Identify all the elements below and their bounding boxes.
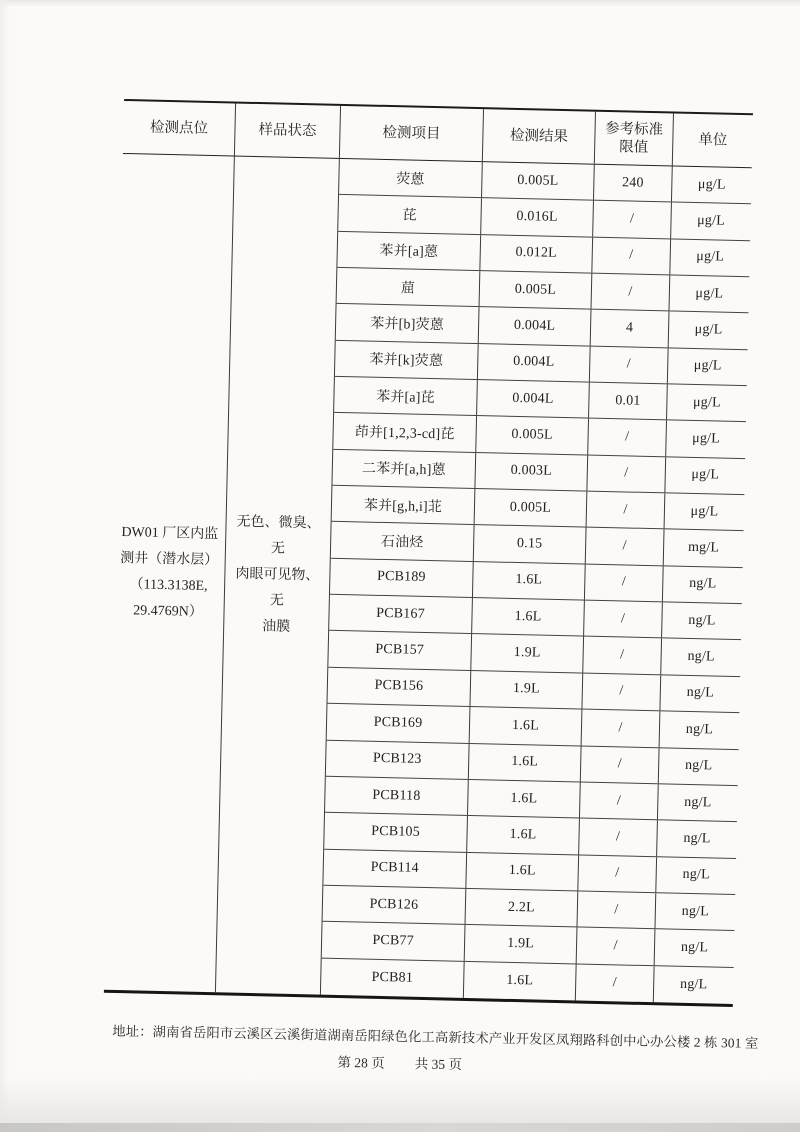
limit-cell: / [582, 710, 661, 747]
column-header-point: 检测点位 [123, 101, 236, 156]
column-header-status: 样品状态 [235, 104, 341, 158]
limit-cell: / [592, 274, 671, 311]
page-content [104, 99, 753, 1007]
unit-cell: ng/L [681, 903, 710, 920]
item-cell: PCB126 [323, 886, 467, 925]
limit-cell: / [588, 419, 667, 456]
unit-cell: ng/L [688, 612, 716, 629]
limit-cell: / [585, 564, 664, 601]
monitoring-point-cell: DW01 厂区内监 测井（潜水层） （113.3138E, 29.4769N） [104, 154, 235, 992]
result-cell: 0.005L [482, 162, 595, 200]
item-cell: 荧蒽 [339, 159, 483, 198]
item-cell: PCB118 [325, 777, 469, 816]
unit-cell: μg/L [696, 249, 725, 265]
result-cell: 0.005L [476, 416, 589, 454]
limit-cell: / [579, 819, 658, 856]
result-cell: 0.012L [480, 235, 593, 273]
result-cell: 1.6L [468, 780, 581, 818]
item-cell: 苯并[b]荧蒽 [336, 304, 480, 343]
item-cell: 二苯并[a,h]蒽 [332, 450, 476, 489]
unit-cell: ng/L [684, 794, 712, 810]
item-cell: 苯并[k]荧蒽 [335, 341, 479, 380]
result-cell: 0.004L [478, 344, 591, 382]
unit-cell: μg/L [692, 394, 721, 411]
limit-cell: / [587, 455, 666, 492]
limit-cell: 240 [594, 165, 673, 202]
limit-cell: / [580, 782, 659, 819]
limit-cell: / [577, 891, 656, 928]
limit-cell: 4 [591, 310, 670, 347]
item-cell: PCB114 [323, 849, 467, 888]
scan-bottom-edge-shade [0, 1123, 800, 1132]
item-cell: PCB81 [321, 958, 465, 998]
item-cell: PCB157 [328, 631, 472, 670]
result-cell: 1.6L [467, 816, 580, 854]
unit-cell: μg/L [690, 503, 719, 520]
unit-cell: ng/L [686, 685, 715, 701]
unit-cell: ng/L [683, 830, 711, 847]
limit-cell: / [582, 673, 661, 710]
result-cell: 1.6L [466, 852, 579, 890]
column-header-result: 检测结果 [483, 109, 596, 164]
limit-cell: 0.01 [589, 383, 668, 420]
result-cell: 1.9L [471, 634, 584, 672]
rows-wrap [321, 159, 752, 1004]
unit-cell: ng/L [679, 976, 708, 993]
unit-cell: μg/L [691, 467, 720, 483]
unit-cell: μg/L [697, 176, 726, 193]
item-cell: PCB77 [322, 922, 466, 961]
unit-cell: μg/L [696, 213, 726, 229]
sample-status-cell: 无色、微臭、无 肉眼可见物、无 油膜 [216, 157, 340, 995]
item-cell: 茚并[1,2,3-cd]芘 [333, 413, 477, 452]
column-header-limit: 参考标准限值 [595, 112, 674, 166]
unit-cell: ng/L [684, 758, 713, 774]
item-cell: 苯并[a]芘 [334, 377, 478, 416]
unit-cell: mg/L [687, 539, 720, 556]
unit-cell: μg/L [692, 431, 721, 447]
item-cell: PCB156 [328, 668, 472, 707]
result-cell: 1.9L [465, 925, 578, 963]
column-header-item: 检测项目 [340, 106, 484, 161]
result-cell: 0.005L [480, 271, 593, 309]
results-table [104, 99, 753, 1007]
item-cell: PCB189 [330, 559, 474, 598]
result-cell: 0.005L [475, 489, 588, 527]
result-cell: 1.6L [469, 743, 582, 781]
item-cell: PCB123 [326, 740, 470, 779]
item-cell: PCB169 [327, 704, 471, 743]
result-cell: 1.6L [470, 707, 583, 745]
result-cell: 0.004L [477, 380, 590, 418]
limit-cell: / [581, 746, 660, 783]
unit-cell: μg/L [695, 285, 724, 302]
unit-cell: ng/L [687, 649, 715, 665]
result-cell: 2.2L [466, 889, 579, 927]
unit-cell: ng/L [682, 867, 710, 883]
result-cell: 1.6L [464, 961, 577, 1000]
scan-left-edge-shade [0, 0, 10, 1132]
limit-cell: / [577, 928, 656, 965]
item-cell: 苯并[a]蒽 [337, 232, 481, 271]
limit-cell: / [590, 346, 669, 383]
limit-cell: / [576, 964, 655, 1002]
limit-cell: / [584, 601, 663, 638]
item-cell: 䓛 [337, 268, 481, 307]
scan-top-edge-shade [0, 0, 800, 6]
result-cell: 1.6L [473, 562, 586, 600]
unit-cell: μg/L [694, 322, 723, 338]
item-cell: 苯并[g,h,i]苝 [332, 486, 476, 525]
item-cell: PCB167 [329, 595, 473, 634]
result-cell: 0.016L [481, 198, 594, 236]
item-cell: 石油烃 [331, 522, 475, 561]
unit-cell: ng/L [689, 576, 717, 592]
page-total: 共 35 页 [414, 1056, 463, 1073]
scan-bottom-shade [0, 1077, 800, 1123]
column-header-unit: 单位 [698, 131, 728, 149]
unit-cell: ng/L [680, 939, 709, 956]
limit-cell: / [593, 201, 672, 238]
limit-cell: / [592, 237, 671, 274]
result-cell: 0.003L [475, 453, 588, 491]
result-cell: 1.6L [472, 598, 585, 636]
unit-cell: ng/L [685, 721, 714, 738]
table-body [104, 154, 752, 1004]
limit-cell: / [586, 528, 665, 565]
result-cell: 0.15 [474, 525, 587, 563]
result-cell: 1.9L [470, 671, 583, 709]
limit-cell: / [587, 492, 666, 529]
item-cell: PCB105 [324, 813, 468, 852]
item-cell: 芘 [338, 195, 482, 234]
page-current: 第 28 页 [337, 1054, 385, 1071]
limit-cell: / [583, 637, 662, 674]
result-cell: 0.004L [479, 307, 592, 345]
limit-cell: / [578, 855, 657, 892]
page-footer [0, 1018, 800, 1079]
unit-cell: μg/L [693, 358, 722, 374]
footer-address: 地址：湖南省岳阳市云溪区云溪街道湖南岳阳绿色化工高新技术产业开发区凤翔路科创中心办公楼 2 栋 301 室 [112, 1023, 759, 1051]
